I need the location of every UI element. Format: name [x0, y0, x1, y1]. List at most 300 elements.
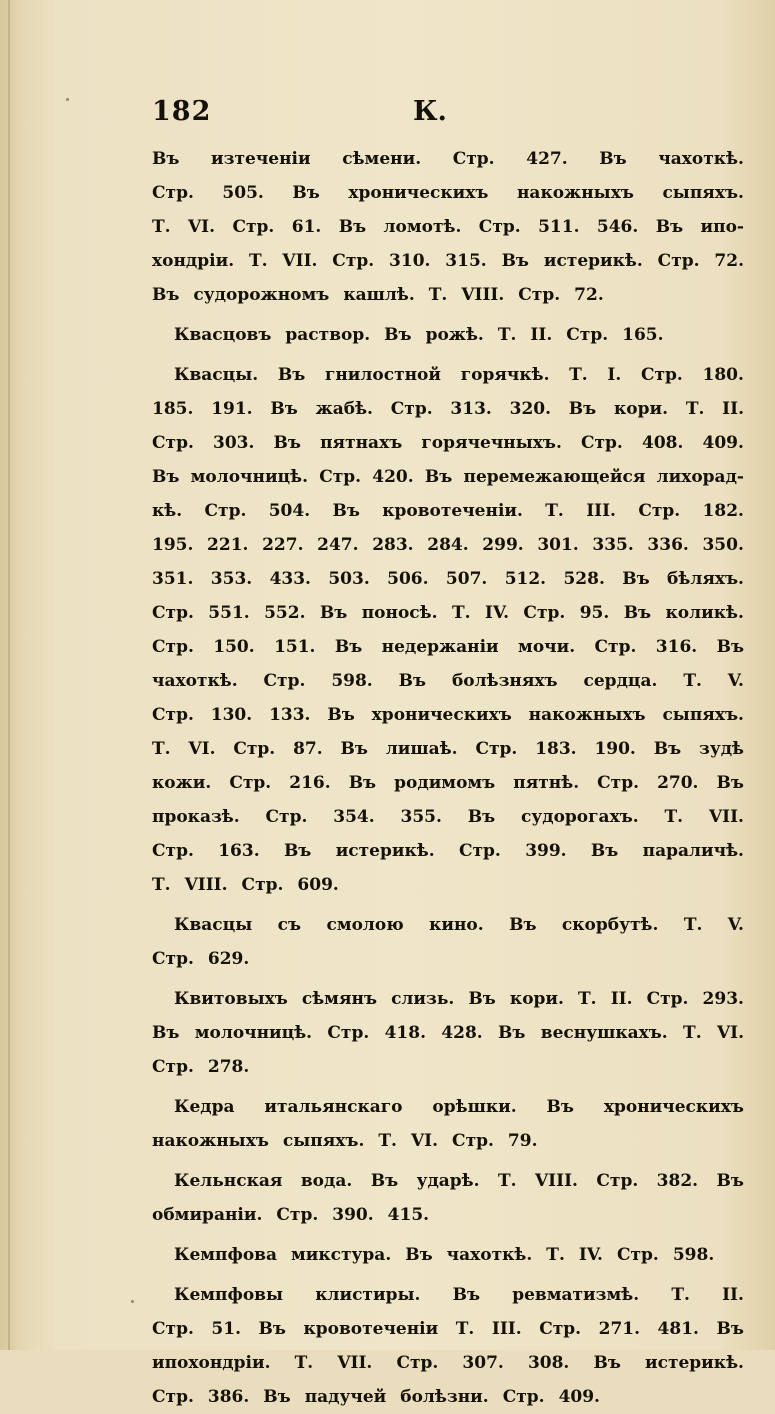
word: Въ [467, 807, 496, 827]
word: 270. [657, 773, 699, 793]
word: родимомъ [394, 773, 496, 793]
word: 284. [427, 535, 469, 555]
word: кожи. [152, 773, 212, 793]
word: Въ [270, 399, 298, 419]
text-line [152, 460, 744, 494]
word: Въ [273, 433, 301, 453]
word: Въ [327, 705, 355, 725]
word: сердца. [583, 671, 658, 691]
text-line [152, 1124, 744, 1158]
word: Стр. [327, 1023, 370, 1043]
word: съ [277, 915, 302, 935]
word: горячечныхъ. [421, 433, 562, 453]
word: Т. [578, 989, 597, 1009]
word: Стр. [390, 399, 433, 419]
text-line [152, 800, 744, 834]
word: 629. [207, 949, 250, 969]
word: 283. [372, 535, 414, 555]
word: перемежающейся [463, 467, 646, 487]
word: кори. [614, 399, 669, 419]
word: Въ [152, 149, 180, 169]
word: 390. [332, 1205, 374, 1225]
word: Т. [683, 1023, 702, 1043]
word: Кельнская [174, 1171, 283, 1191]
word: Стр. [233, 739, 276, 759]
word: сѣмянъ [301, 989, 377, 1009]
word: Стр. [204, 501, 247, 521]
word: II. [722, 1285, 744, 1305]
word: 308. [527, 1353, 570, 1373]
word: Стр. [657, 251, 700, 271]
word: 598. [672, 1245, 715, 1265]
word: падучей [304, 1387, 387, 1407]
word: Въ [283, 841, 312, 861]
word: Т. [546, 1245, 565, 1265]
text-line [152, 392, 744, 426]
word: Стр. [232, 217, 275, 237]
word: Т. [685, 399, 705, 419]
word: Въ [653, 739, 682, 759]
word: Стр. [152, 1057, 194, 1077]
word: 433. [269, 569, 311, 589]
entry-heading-line [152, 318, 744, 352]
word: Стр. [518, 285, 561, 305]
word: Т. [671, 1285, 690, 1305]
word: Стр. [152, 433, 194, 453]
word: Стр. [597, 773, 640, 793]
text-line [152, 732, 744, 766]
word: Квитовыхъ [174, 989, 288, 1009]
word: 552. [264, 603, 306, 623]
word: 72. [714, 251, 744, 271]
word: VIII. [461, 285, 505, 305]
word: ломотѣ. [383, 217, 462, 237]
word: лихорад- [656, 467, 744, 487]
word: Т. [451, 603, 471, 623]
word: 61. [291, 217, 322, 237]
word: V. [727, 671, 744, 691]
text-line [152, 426, 744, 460]
word: зудѣ [698, 739, 744, 759]
word: I. [607, 365, 622, 385]
word: хондріи. [152, 251, 235, 271]
text-line [152, 562, 744, 596]
word: 427. [526, 149, 568, 169]
text-line [152, 942, 744, 976]
word: VIII. [534, 1171, 578, 1191]
word: сыпяхъ. [662, 705, 744, 725]
text-line [152, 834, 744, 868]
word: 72. [574, 285, 604, 305]
word: 227. [262, 535, 304, 555]
text-line [152, 664, 744, 698]
word: болѣзняхъ [451, 671, 558, 691]
word: гнилостной [324, 365, 442, 385]
word: 299. [482, 535, 524, 555]
word: Квасцовъ [174, 325, 272, 345]
word: 315. [445, 251, 487, 271]
word: Въ [655, 217, 684, 237]
word: Стр. [241, 875, 284, 895]
word: Кемпфова [174, 1245, 277, 1265]
text-line [152, 176, 744, 210]
word: Стр. [458, 841, 501, 861]
word: Въ [716, 1171, 744, 1191]
word: 399. [525, 841, 567, 861]
word: 609. [297, 875, 339, 895]
word: обмираніи. [152, 1205, 263, 1225]
word: молочницѣ. [194, 1023, 313, 1043]
entry-heading-line [152, 1278, 744, 1312]
word: Стр. [452, 1131, 494, 1151]
word: Стр. [596, 1171, 639, 1191]
word: II. [722, 399, 744, 419]
word: 336. [647, 535, 689, 555]
word: кашлѣ. [343, 285, 415, 305]
word: Стр. [263, 671, 306, 691]
word: II. [610, 989, 633, 1009]
word: 133. [269, 705, 311, 725]
word: 216. [289, 773, 331, 793]
word: 163. [218, 841, 260, 861]
word: VII. [337, 1353, 373, 1373]
word: Стр. [452, 149, 495, 169]
word: вода. [300, 1171, 353, 1191]
word: накожныхъ [528, 705, 646, 725]
word: 335. [592, 535, 634, 555]
word: 87. [293, 739, 323, 759]
text-line [152, 528, 744, 562]
word: Стр. [580, 433, 623, 453]
word: Т. [378, 1131, 397, 1151]
word: 505. [222, 183, 264, 203]
word: кори. [509, 989, 564, 1009]
text-line [152, 1380, 744, 1414]
word: мочи. [518, 637, 576, 657]
word: истерикѣ. [335, 841, 435, 861]
word: микстура. [291, 1245, 392, 1265]
text-line [152, 278, 744, 312]
word: параличѣ. [642, 841, 744, 861]
word: проказѣ. [152, 807, 240, 827]
word: хроническихъ [348, 183, 489, 203]
text-line [152, 766, 744, 800]
word: 303. [213, 433, 255, 453]
word: смолою [326, 915, 404, 935]
word: 191. [211, 399, 253, 419]
word: 301. [537, 535, 579, 555]
word: 354. [333, 807, 375, 827]
word: 504. [268, 501, 311, 521]
word: 150. [213, 637, 255, 657]
word: рожѣ. [425, 325, 484, 345]
page-number: 182 [152, 96, 212, 127]
word: Кедра [174, 1097, 235, 1117]
word: 182. [702, 501, 744, 521]
word: кѣ. [152, 501, 183, 521]
word: пятнахъ [320, 433, 403, 453]
word: 316. [655, 637, 698, 657]
word: Въ [348, 773, 377, 793]
word: кровотеченіи [303, 1319, 439, 1339]
entry-heading-line [152, 982, 744, 1016]
word: 310. [389, 251, 431, 271]
word: 507. [445, 569, 488, 589]
word: 481. [657, 1319, 699, 1339]
word: Въ [468, 989, 496, 1009]
word: 382. [656, 1171, 699, 1191]
word: 180. [702, 365, 744, 385]
word: Въ [292, 183, 320, 203]
word: Въ [546, 1097, 574, 1117]
word: VIII. [184, 875, 228, 895]
word: 408. [641, 433, 684, 453]
entry-heading-line [152, 1164, 744, 1198]
word: 221. [207, 535, 249, 555]
word: Въ [509, 915, 537, 935]
word: Т. [152, 875, 171, 895]
word: 185. [152, 399, 194, 419]
word: Кемпфовы [174, 1285, 284, 1305]
word: Въ [263, 1387, 291, 1407]
word: Въ [452, 1285, 481, 1305]
entry-heading-line [152, 1238, 744, 1272]
word: 351. [152, 569, 194, 589]
word: хроническихъ [371, 705, 512, 725]
word: Въ [398, 671, 427, 691]
word: Стр. [276, 1205, 319, 1225]
word: Стр. [319, 467, 362, 487]
word: IV. [578, 1245, 603, 1265]
word: Стр. [152, 705, 194, 725]
word: Въ [501, 251, 529, 271]
word: недержаніи [381, 637, 499, 657]
text-line [152, 596, 744, 630]
entry-heading-line [152, 1090, 744, 1124]
text-line [152, 1016, 744, 1050]
word: 79. [507, 1131, 538, 1151]
word: 428. [441, 1023, 483, 1043]
word: 503. [328, 569, 370, 589]
word: Стр. [646, 989, 689, 1009]
word: Т. [545, 501, 564, 521]
word: чахоткѣ. [658, 149, 744, 169]
word: Т. [497, 325, 517, 345]
word: Въ [152, 467, 180, 487]
word: Квасцы [174, 915, 253, 935]
word: 278. [207, 1057, 250, 1077]
word: бѣляхъ. [667, 569, 744, 589]
word: чахоткѣ. [152, 671, 238, 691]
word: Въ [384, 325, 412, 345]
word: ревматизмѣ. [512, 1285, 640, 1305]
word: Въ [622, 569, 650, 589]
word: Т. [683, 671, 702, 691]
word: орѣшки. [432, 1097, 517, 1117]
word: VII. [282, 251, 318, 271]
word: Въ [319, 603, 348, 623]
word: кино. [429, 915, 484, 935]
word: изтеченіи [211, 149, 311, 169]
word: VII. [708, 807, 744, 827]
word: Стр. [594, 637, 637, 657]
word: веснушкахъ. [540, 1023, 668, 1043]
word: Въ [716, 773, 744, 793]
word: ипо- [700, 217, 744, 237]
word: Въ [338, 217, 367, 237]
word: II. [530, 325, 553, 345]
word: Т. [455, 1319, 475, 1339]
word: IV. [484, 603, 510, 623]
word: жабѣ. [315, 399, 373, 419]
text-line [152, 698, 744, 732]
word: 307. [462, 1353, 504, 1373]
word: 386. [207, 1387, 250, 1407]
text-line [152, 244, 744, 278]
word: 313. [450, 399, 492, 419]
word: 511. [538, 217, 580, 237]
word: 130. [210, 705, 253, 725]
word: истерикѣ. [543, 251, 643, 271]
word: 51. [211, 1319, 241, 1339]
word: 293. [702, 989, 744, 1009]
entry-heading-line [152, 358, 744, 392]
text-block [152, 96, 744, 1414]
ink-speck [66, 98, 69, 101]
word: Въ [716, 637, 744, 657]
word: 247. [317, 535, 359, 555]
word: 418. [384, 1023, 426, 1043]
word: накожныхъ [152, 1131, 269, 1151]
word: 151. [274, 637, 316, 657]
word: Въ [716, 1319, 744, 1339]
word: 546. [596, 217, 639, 237]
word: Т. [569, 365, 588, 385]
word: 350. [702, 535, 744, 555]
word: 165. [622, 325, 664, 345]
word: III. [491, 1319, 522, 1339]
page-header [152, 96, 744, 142]
word: Въ [424, 467, 453, 487]
word: лишаѣ. [385, 739, 458, 759]
word: 353. [210, 569, 253, 589]
word: итальянскаго [264, 1097, 403, 1117]
word: сыпяхъ. [662, 183, 744, 203]
word: 183. [535, 739, 577, 759]
word: 95. [579, 603, 610, 623]
word: слизь. [391, 989, 455, 1009]
word: Въ [152, 285, 180, 305]
word: Въ [590, 841, 619, 861]
word: поносѣ. [361, 603, 438, 623]
word: 512. [504, 569, 547, 589]
word: 271. [598, 1319, 641, 1339]
word: 355. [400, 807, 442, 827]
word: сыпяхъ. [282, 1131, 365, 1151]
word: Стр. [616, 1245, 659, 1265]
word: Стр. [502, 1387, 545, 1407]
word: раствор. [285, 325, 371, 345]
word: Стр. [539, 1319, 582, 1339]
word: 409. [702, 433, 744, 453]
word: Въ [340, 739, 368, 759]
word: Т. [497, 1171, 517, 1191]
word: Квасцы. [174, 365, 259, 385]
word: VI. [188, 739, 216, 759]
word: чахоткѣ. [446, 1245, 533, 1265]
word: Т. [428, 285, 448, 305]
word: 551. [208, 603, 250, 623]
word: судорожномъ [193, 285, 330, 305]
page-spine-shadow [8, 0, 10, 1350]
text-line [152, 494, 744, 528]
word: 420. [372, 467, 414, 487]
text-line [152, 210, 744, 244]
word: Стр. [396, 1353, 439, 1373]
word: хроническихъ [603, 1097, 744, 1117]
word: Стр. [332, 251, 375, 271]
word: Стр. [152, 949, 194, 969]
word: Т. [248, 251, 268, 271]
word: Въ [599, 149, 627, 169]
word: III. [586, 501, 616, 521]
word: Стр. [152, 183, 194, 203]
word: Т. [664, 807, 684, 827]
word: молочницѣ. [190, 467, 308, 487]
word: VI. [716, 1023, 744, 1043]
word: сѣмени. [342, 149, 422, 169]
word: Въ [258, 1319, 286, 1339]
word: Стр. [638, 501, 681, 521]
word: Стр. [523, 603, 566, 623]
word: Въ [277, 365, 306, 385]
word: Стр. [152, 841, 194, 861]
word: 190. [594, 739, 636, 759]
text-line [152, 1198, 744, 1232]
word: Стр. [152, 637, 194, 657]
entry-heading-line [152, 908, 744, 942]
word: болѣзни. [400, 1387, 489, 1407]
word: Въ [334, 637, 363, 657]
word: Въ [370, 1171, 399, 1191]
word: 195. [152, 535, 194, 555]
word: Т. [294, 1353, 314, 1373]
ink-speck [131, 1300, 134, 1303]
word: 506. [387, 569, 429, 589]
word: пятнѣ. [513, 773, 580, 793]
word: Стр. [152, 603, 194, 623]
word: Въ [152, 1023, 180, 1043]
word: Въ [332, 501, 360, 521]
text-line [152, 1312, 744, 1346]
word: Т. [152, 739, 171, 759]
word: VI. [410, 1131, 439, 1151]
word: горячкѣ. [460, 365, 550, 385]
word: Т. [683, 915, 703, 935]
word: клистиры. [315, 1285, 421, 1305]
word: 320. [509, 399, 552, 419]
word: кровотеченіи. [382, 501, 523, 521]
word: судорогахъ. [521, 807, 639, 827]
word: 598. [331, 671, 373, 691]
text-line [152, 868, 744, 902]
word: Въ [568, 399, 597, 419]
word: 528. [563, 569, 605, 589]
word: Т. [152, 217, 171, 237]
text-line [152, 142, 744, 176]
text-line [152, 630, 744, 664]
word: скорбутѣ. [561, 915, 659, 935]
